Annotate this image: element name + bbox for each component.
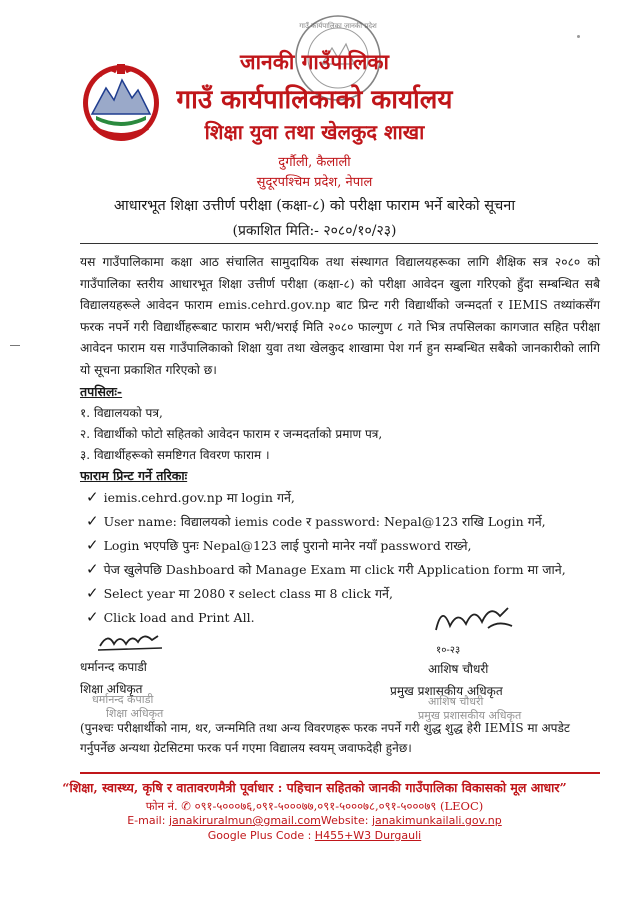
plus-code-label: Google Plus Code : — [207, 829, 312, 842]
step-text: Select year मा 2080 र select class मा 8 click गर्ने, — [103, 586, 393, 601]
checkmark-icon: ✓ — [86, 512, 99, 530]
ghost-text: आशिष चौधरी — [428, 695, 484, 708]
footer-phone: फोन नं. ✆ ०९१-५०००७६,०९१-५०००७७,०९१-५०००७८,०९१-५०००७९ (LEOC) — [145, 799, 484, 813]
details-item: ३. विद्यार्थीहरूको समष्टिगत विवरण फाराम । — [80, 448, 270, 462]
right-signatory-name: आशिष चौधरी — [428, 662, 489, 676]
checkmark-icon: ✓ — [86, 536, 99, 554]
footer-divider — [80, 772, 600, 774]
step-text: Click load and Print All. — [103, 610, 255, 625]
footer-contact — [0, 814, 629, 827]
footer-slogan: “शिक्षा, स्वास्थ्य, कृषि र वातावरणमैत्री पूर्वाधार : पहिचान सहितको जानकी गाउँपालिका विकासको मूल आधार” — [62, 780, 567, 795]
details-item: २. विद्यार्थीको फोटो सहितको आवेदन फाराम र जन्मदर्ताको प्रमाण पत्र, — [80, 427, 383, 441]
step-text: Login भएपछि पुनः Nepal@123 लाई पुरानो मानेर नयाँ password राख्ने, — [103, 538, 472, 553]
website-label: Website: — [320, 814, 369, 827]
checkmark-icon: ✓ — [86, 488, 99, 506]
right-signatory-title: प्रमुख प्रशासकीय अधिकृत — [390, 684, 503, 698]
municipality-name: जानकी गाउँपालिका — [240, 49, 389, 74]
step-item — [86, 488, 295, 506]
details-heading: तपसिलः- — [80, 384, 123, 399]
step-text: iemis.cehrd.gov.np मा login गर्ने, — [103, 490, 295, 505]
notice-title: आधारभूत शिक्षा उत्तीर्ण परीक्षा (कक्षा-८) को परीक्षा फाराम भर्ने बारेको सूचना — [113, 198, 516, 214]
step-item — [86, 584, 393, 602]
step-item — [86, 512, 546, 530]
postscript-note: (पुनश्चः परीक्षार्थीको नाम, थर, जन्ममिति तथा अन्य विवरणहरू फरक नपर्ने गरी शुद्ध शुद्ध हेरी IEMIS मा अपडेट गर्नुपर्नेछ अन्यथा ग्रेटसिटमा फरक पर्न गएमा विद्यालय स्वयम् जवाफदेही हुनेछ। — [80, 721, 570, 755]
checkmark-icon: ✓ — [86, 560, 99, 578]
step-text: User name: विद्यालयको iemis code र password: Nepal@123 राखि Login गर्ने, — [103, 514, 546, 529]
left-signatory-name: धर्मानन्द कपाडी — [80, 660, 147, 674]
ghost-text: शिक्षा अधिकृत — [106, 707, 164, 720]
website-link[interactable]: janakimunkailali.gov.np — [371, 814, 502, 827]
seal-text: गाउँ कार्यपालिका जानकी प्रदेश — [299, 22, 377, 30]
left-signature — [96, 628, 166, 654]
step-text: पेज खुलेपछि Dashboard को Manage Exam मा click गरी Application form मा जाने, — [103, 562, 566, 577]
office-name: गाउँ कार्यपालिकाको कार्यालय — [176, 85, 453, 115]
notice-body: यस गाउँपालिकामा कक्षा आठ संचालित सामुदायिक तथा संस्थागत विद्यालयहरूका लागि शैक्षिक सत्र २०८० को गाउँपालिका स्तरीय आधारभूत शिक्षा उत्तीर्ण परीक्षा (कक्षा-८) को परीक्षा आवेदन खुला गरिएको हुँदा सम्बन्धित सबै विद्यालयहरूले आवेदन फाराम emis.cehrd.gov.np बाट प्रिन्ट गरी विद्यार्थीको जन्मदर्ता र IEMIS तथ्यांकसँग फरक नपर्ने गरी विद्यार्थीहरूबाट फाराम भरी/भराई मिति २०८० फाल्गुण ८ गते भित्र तपसिलका कागजात सहित परीक्षा आवेदन फाराम यस गाउँपालिकाको शिक्षा युवा तथा खेलकुद शाखामा पेश गर्न हुन सम्बन्धित सबैको जानकारीको लागि यो सूचना प्रकाशित गरिएको छ। — [80, 255, 600, 377]
email-label: E-mail: — [127, 814, 166, 827]
footer-plus-code — [0, 829, 629, 842]
step-item — [86, 560, 566, 578]
margin-mark — [10, 345, 20, 346]
signature-date: १०-२३ — [436, 645, 461, 656]
step-item — [86, 608, 255, 626]
location-line: दुर्गौली, कैलाली — [278, 155, 351, 170]
ghost-text: धर्मानन्द कपाडी — [92, 693, 154, 706]
checkmark-icon: ✓ — [86, 584, 99, 602]
left-signatory-title: शिक्षा अधिकृत — [80, 682, 143, 696]
step-item — [86, 536, 472, 554]
right-signature — [428, 600, 518, 644]
plus-code-value: H455+W3 Durgauli — [314, 829, 422, 842]
published-date: (प्रकाशित मिति:- २०८०/१०/२३) — [232, 223, 397, 239]
checkmark-icon: ✓ — [86, 608, 99, 626]
email-link[interactable]: janakiruralmun@gmail.com — [168, 814, 321, 827]
divider — [80, 243, 598, 244]
margin-dot — [577, 35, 580, 38]
province-line: सुदूरपश्चिम प्रदेश, नेपाल — [256, 175, 373, 190]
section-name: शिक्षा युवा तथा खेलकुद शाखा — [204, 120, 425, 144]
details-item: १. विद्यालयको पत्र, — [80, 406, 163, 420]
ghost-text: प्रमुख प्रशासकीय अधिकृत — [418, 709, 522, 722]
print-method-heading: फाराम प्रिन्ट गर्ने तरिकाः — [80, 468, 188, 483]
